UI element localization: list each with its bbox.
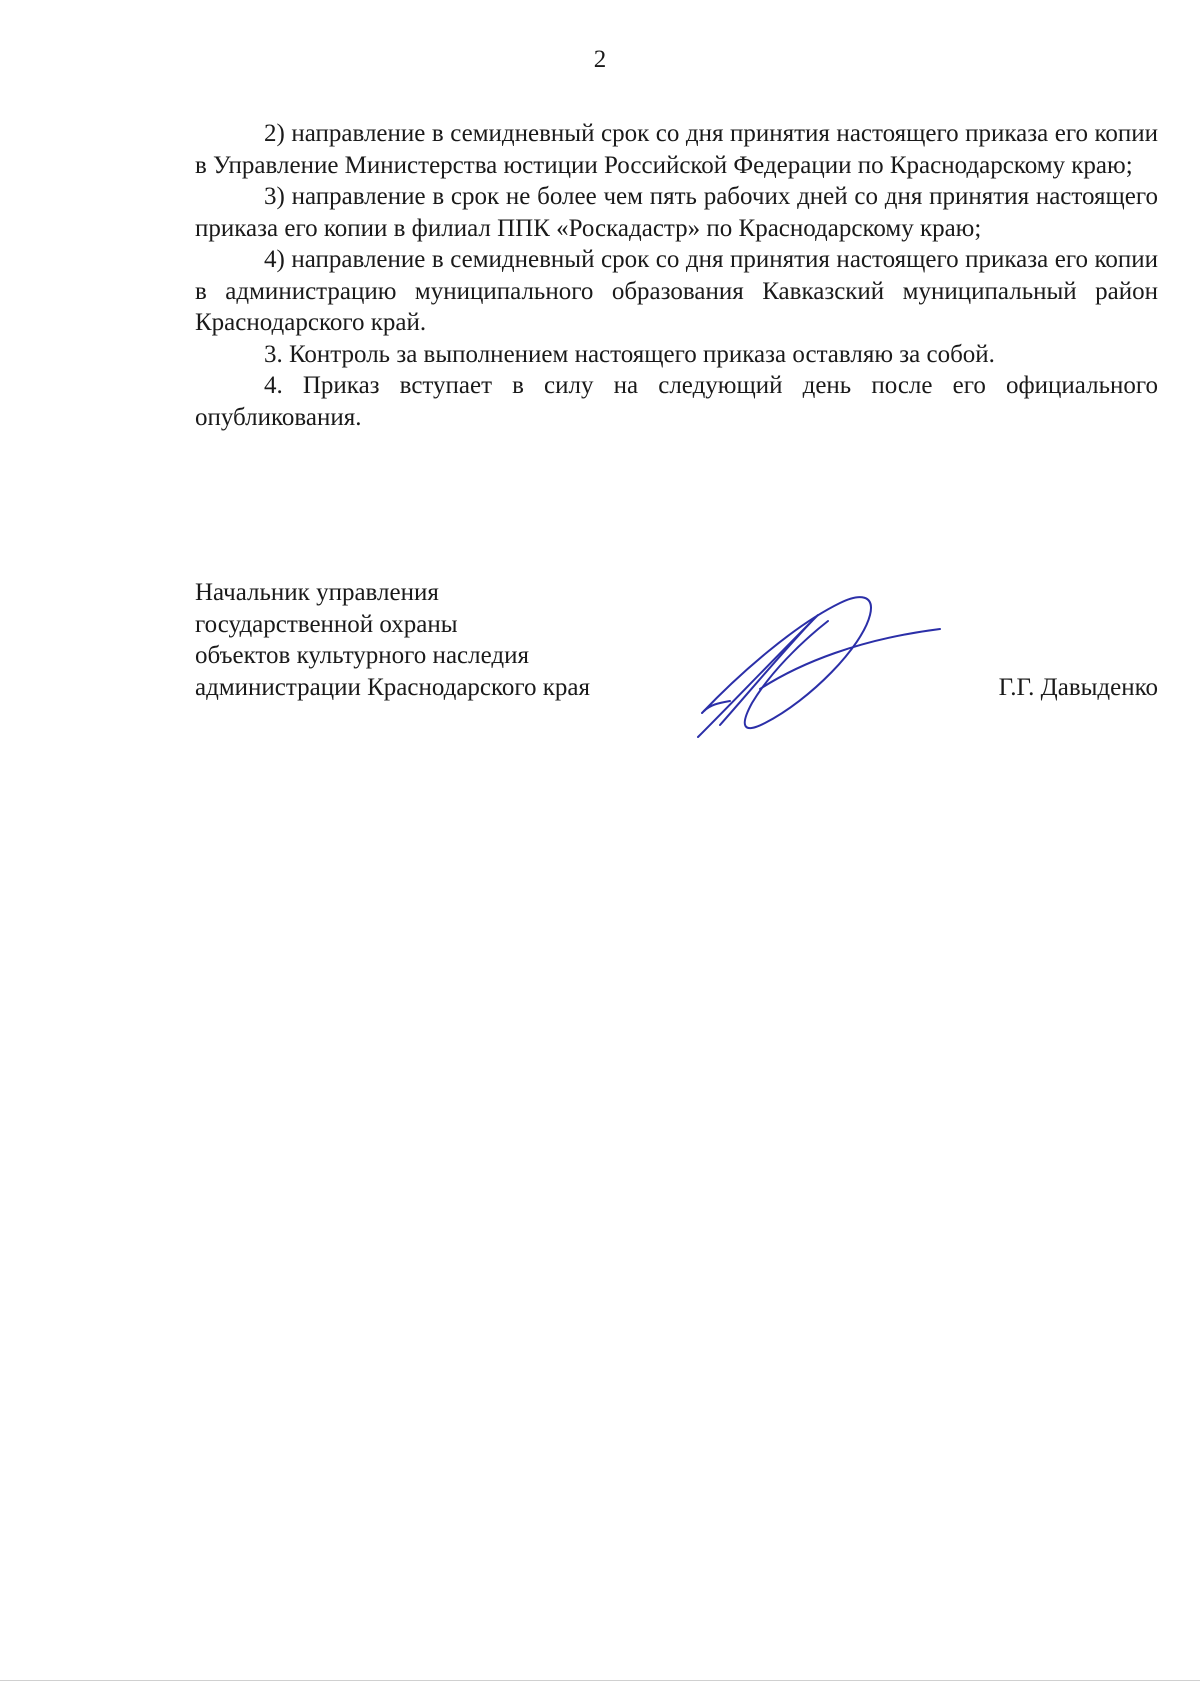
page-bottom-edge [0,1680,1200,1681]
signer-position-line-1: Начальник управления [195,579,439,606]
signer-position-line-2: государственной охраны [195,610,458,638]
signer-name: Г.Г. Давыденко [998,673,1158,701]
paragraph-item-2: 2) направление в семидневный срок со дня принятия настоящего приказа его копии в Управление Министерства юстиции Российской Федерации по Краснодарскому краю; [195,120,1158,179]
paragraph-control: 3. Контроль за выполнением настоящего приказа оставляю за собой. [264,340,995,368]
paragraph-effective-date: 4. Приказ вступает в силу на следующий день после его официального опубликования. [195,372,1158,431]
paragraph-item-4: 4) направление в семидневный срок со дня принятия настоящего приказа его копии в администрацию муниципального образования Кавказский муниципальный район Краснодарского край. [195,246,1158,336]
paragraph-item-3: 3) направление в срок не более чем пять рабочих дней со дня принятия настоящего приказа его копии в филиал ППК «Роскадастр» по Краснодарскому краю; [195,183,1158,242]
signer-position-line-4: администрации Краснодарского края [195,673,591,701]
page-number: 2 [593,46,607,73]
signature-block [195,577,1158,703]
document-body [195,118,1158,433]
signer-position-line-3: объектов культурного наследия [195,642,529,669]
handwritten-signature [690,585,950,745]
